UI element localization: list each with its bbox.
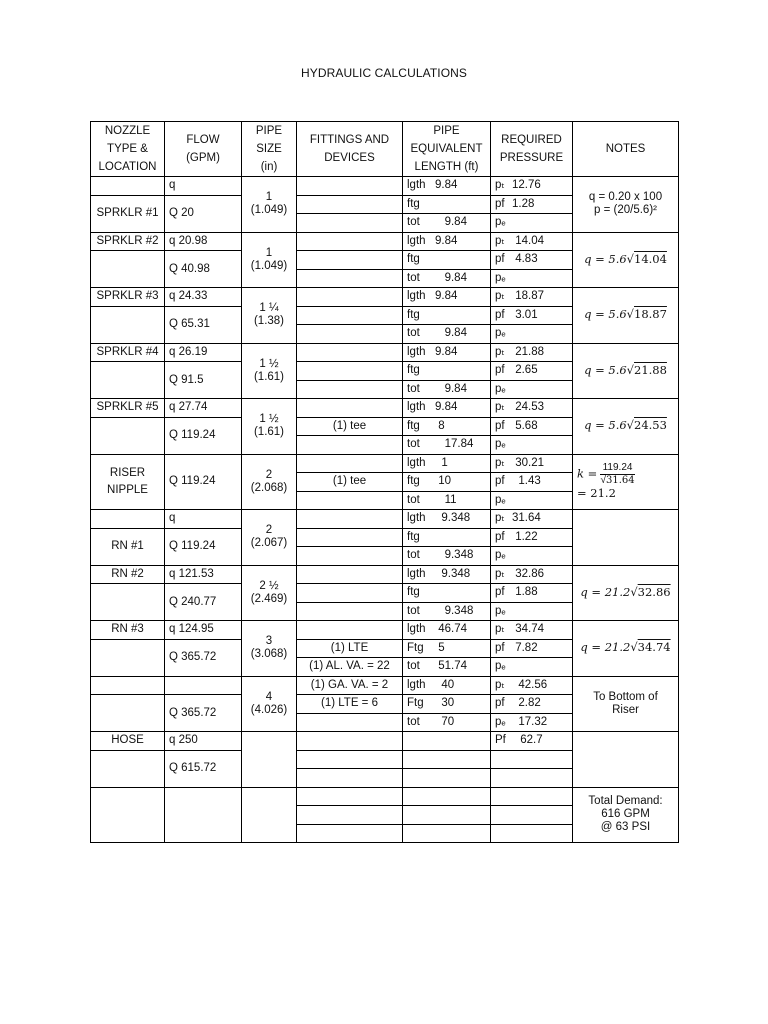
note-cell: q = 5.6√14.04	[573, 232, 679, 288]
header-fittings: FITTINGS AND DEVICES	[297, 122, 403, 177]
flow-q: q 26.19	[165, 343, 242, 362]
ftg-cell: ftg	[403, 195, 491, 214]
table-row: SPRKLR #4 q 26.19 1 ½ (1.61) lgth 9.84 pₜ 21.88 q = 5.6√21.88	[91, 343, 679, 362]
flow-Q: Q 40.98	[165, 251, 242, 288]
flow-Q: Q 365.72	[165, 639, 242, 676]
flow-Q: Q 65.31	[165, 306, 242, 343]
nozzle-label: SPRKLR #3	[91, 288, 165, 307]
table-row: (1) tee ftg 10 pf 1.43	[91, 473, 679, 492]
table-row: Q 40.98 ftg pf 4.83	[91, 251, 679, 270]
table-row: (1) AL. VA. = 22 tot 51.74 pₑ	[91, 658, 679, 677]
flow-Q: Q 365.72	[165, 695, 242, 732]
table-row: Q 365.72 (1) LTE Ftg 5 pf 7.82	[91, 639, 679, 658]
pipe-size: 1 ½ (1.61)	[242, 343, 297, 399]
nozzle-label: HOSE	[91, 732, 165, 751]
flow-q: q 124.95	[165, 621, 242, 640]
header-flow: FLOW (GPM)	[165, 122, 242, 177]
fitting-cell: (1) GA. VA. = 2	[297, 676, 403, 695]
table-row: q 2 (2.067) lgth 9.348 pₜ 31.64	[91, 510, 679, 529]
pipe-size: 2 (2.067)	[242, 510, 297, 566]
lgth-cell: lgth 9.84	[403, 177, 491, 196]
table-row: RN #1 Q 119.24 ftg pf 1.22	[91, 528, 679, 547]
table-row	[91, 177, 679, 196]
nozzle-label: RISER NIPPLE	[91, 454, 165, 510]
table-row: RISER NIPPLE Q 119.24 2 (2.068) lgth 1 pₜ 30.21 k = $\frac{119.24}{√31.64}$ = 21.2	[91, 454, 679, 473]
pipe-size: 1 ½ (1.61)	[242, 399, 297, 455]
nozzle-label: RN #3	[91, 621, 165, 640]
header-pipe-size: PIPE SIZE (in)	[242, 122, 297, 177]
hydraulic-calc-table	[90, 121, 679, 843]
header-nozzle: NOZZLE TYPE & LOCATION	[91, 122, 165, 177]
flow-Q: Q 119.24	[165, 528, 242, 565]
page-title: HYDRAULIC CALCULATIONS	[300, 66, 467, 80]
table-row: SPRKLR #5 q 27.74 1 ½ (1.61) lgth 9.84 pₜ 24.53 q = 5.6√24.53	[91, 399, 679, 418]
table-row	[91, 787, 679, 806]
note-cell: q = 21.2√32.86	[573, 565, 679, 621]
flow-Q: Q 91.5	[165, 362, 242, 399]
note-cell: q = 5.6√18.87	[573, 288, 679, 344]
header-pipe-equiv: PIPE EQUIVALENT LENGTH (ft)	[403, 122, 491, 177]
flow-q: q 27.74	[165, 399, 242, 418]
flow-q: q 24.33	[165, 288, 242, 307]
flow-q: q 121.53	[165, 565, 242, 584]
table-row: RN #2 q 121.53 2 ½ (2.469) lgth 9.348 pₜ 32.86 q = 21.2√32.86	[91, 565, 679, 584]
table-row: Q 365.72 (1) LTE = 6 Ftg 30 pf 2.82	[91, 695, 679, 714]
table-row: tot 9.348 pₑ	[91, 602, 679, 621]
flow-Q: Q 119.24	[165, 417, 242, 454]
pipe-size: 2 (2.068)	[242, 454, 297, 510]
note-cell: q = 21.2√34.74	[573, 621, 679, 677]
table-row: tot 9.84 pₑ	[91, 380, 679, 399]
table-row	[91, 732, 679, 751]
table-row: Q 240.77 ftg pf 1.88	[91, 584, 679, 603]
nozzle-label: SPRKLR #1	[91, 195, 165, 232]
nozzle-label: SPRKLR #4	[91, 343, 165, 362]
header-required: REQUIRED PRESSURE	[491, 122, 573, 177]
flow-Q: Q 615.72	[165, 750, 242, 787]
note-cell: q = 0.20 x 100 p = (20/5.6)²	[573, 177, 679, 233]
table-row: RN #3 q 124.95 3 (3.068) lgth 46.74 pₜ 34.74 q = 21.2√34.74	[91, 621, 679, 640]
flow-q: q 250	[165, 732, 242, 751]
table-row	[91, 232, 679, 251]
table-row: tot 17.84 pₑ	[91, 436, 679, 455]
nozzle-label: SPRKLR #5	[91, 399, 165, 418]
total-demand-note: Total Demand: 616 GPM @ 63 PSI	[573, 787, 679, 843]
nozzle-label: RN #2	[91, 565, 165, 584]
tot-cell: tot 9.84	[403, 214, 491, 233]
table-row: Q 91.5 ftg pf 2.65	[91, 362, 679, 381]
pipe-size: 2 ½ (2.469)	[242, 565, 297, 621]
table-row: Q 65.31 ftg pf 3.01	[91, 306, 679, 325]
pt-cell: pₜ 12.76	[491, 177, 573, 196]
header-row	[91, 122, 679, 177]
fitting-cell: (1) AL. VA. = 22	[297, 658, 403, 677]
fitting-cell: (1) LTE	[297, 639, 403, 658]
note-cell: q = 5.6√21.88	[573, 343, 679, 399]
pt-cell: pₜ 14.04	[491, 232, 573, 251]
lgth-cell: lgth 9.84	[403, 232, 491, 251]
pf-cell: Pf 62.7	[491, 732, 573, 751]
table-row: tot 9.84 pₑ	[91, 269, 679, 288]
table-row: SPRKLR #3 q 24.33 1 ¼ (1.38) lgth 9.84 pₜ 18.87 q = 5.6√18.87	[91, 288, 679, 307]
note-cell: To Bottom of Riser	[573, 676, 679, 732]
table-row: 4 (4.026) (1) GA. VA. = 2 lgth 40 pₜ 42.56 To Bottom of Riser	[91, 676, 679, 695]
fitting-cell: (1) LTE = 6	[297, 695, 403, 714]
note-cell-k: k = $\frac{119.24}{√31.64}$ = 21.2	[573, 454, 679, 510]
table-row: tot 9.84 pₑ	[91, 325, 679, 344]
pe-cell: pₑ	[491, 214, 573, 233]
nozzle-label: RN #1	[91, 528, 165, 565]
fitting-cell: (1) tee	[297, 417, 403, 436]
table-row: Q 119.24 (1) tee ftg 8 pf 5.68	[91, 417, 679, 436]
table-row: tot 11 pₑ	[91, 491, 679, 510]
flow-Q: Q 20	[165, 195, 242, 232]
pipe-size: 1 (1.049)	[242, 177, 297, 233]
flow-q: q 20.98	[165, 232, 242, 251]
pipe-size: 1 ¼ (1.38)	[242, 288, 297, 344]
flow-Q: Q 119.24	[165, 454, 242, 510]
table-row: tot 70 pₑ 17.32	[91, 713, 679, 732]
note-cell: q = 5.6√24.53	[573, 399, 679, 455]
nozzle-label: SPRKLR #2	[91, 232, 165, 251]
fitting-cell: (1) tee	[297, 473, 403, 492]
pipe-size: 4 (4.026)	[242, 676, 297, 732]
pipe-size: 3 (3.068)	[242, 621, 297, 677]
flow-q: q	[165, 177, 242, 196]
flow-q: q	[165, 510, 242, 529]
pipe-size: 1 (1.049)	[242, 232, 297, 288]
header-notes: NOTES	[573, 122, 679, 177]
pf-cell: pf 1.28	[491, 195, 573, 214]
flow-Q: Q 240.77	[165, 584, 242, 621]
table-row: tot 9.348 pₑ	[91, 547, 679, 566]
